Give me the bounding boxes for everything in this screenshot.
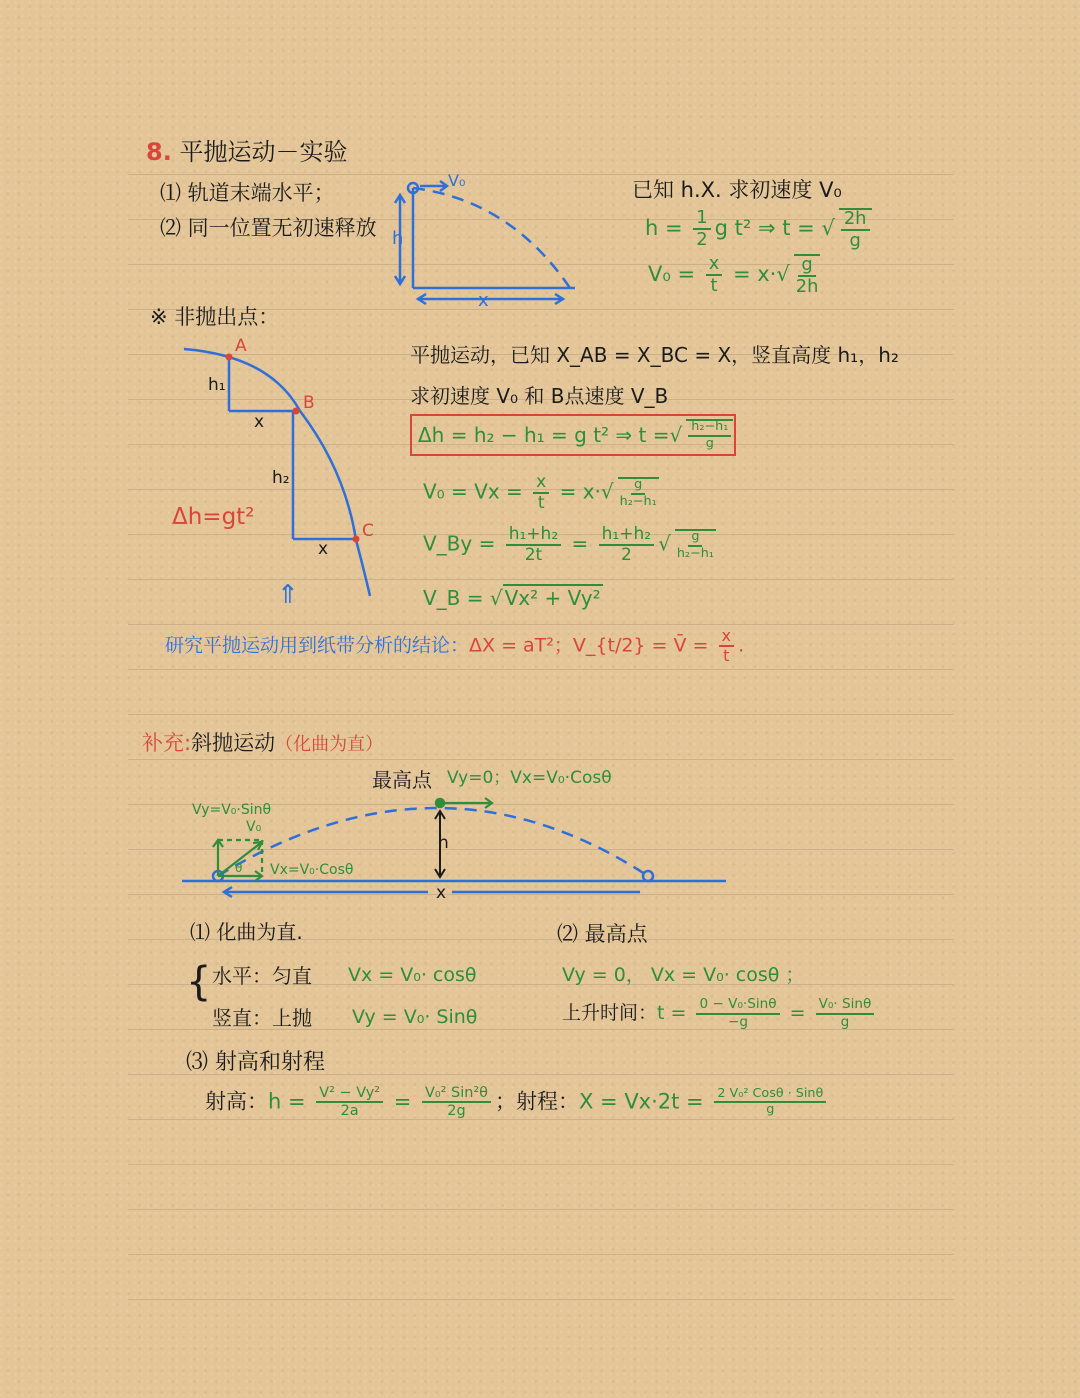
up-arrow-icon: ⇑ (277, 580, 299, 610)
equation-v0: V₀ = $\frac{x}{t}$ = x·√ $\frac{g}{2h}$ (648, 253, 819, 297)
range-height-eq: 射高：h = $\frac{\text{V² − Vy²}}{2a}$ = $\frac{\text{V₀² Sin²θ}}{2g}$ ；射程：X = Vx·2t = $\frac{\text{2 V₀² Cosθ · Sinθ}}{g}$ (205, 1086, 830, 1119)
h2-label: h₂ (272, 468, 290, 488)
fig3-top-label: 最高点 (372, 768, 432, 792)
known-1: 已知 h.X. 求初速度 V₀ (632, 178, 842, 202)
boxed-equation: Δh = h₂ − h₁ = g t² ⇒ t = √ $\frac{\text{h₂−h₁}}{g}$ (410, 414, 736, 456)
condition-1: ⑴ 轨道末端水平； (160, 181, 335, 205)
x1-label: x (254, 412, 265, 432)
point-c-label: C (362, 521, 374, 541)
point-a-label: A (235, 336, 247, 356)
horizontal-label: 水平：匀直 (212, 964, 312, 988)
fig1-v0-label: V₀ (448, 171, 466, 190)
equation-vx: V₀ = Vx = $\frac{x}{t}$ = x·√ $\frac{g}{\text{h₂−h₁}}$ (423, 472, 657, 513)
vertical-eq: Vy = V₀· Sinθ (352, 1006, 478, 1028)
conclusion-line: 研究平抛运动用到纸带分析的结论：ΔX = aT²；V_{t/2} = V̄ = $\frac{x}{t}$ . (165, 626, 745, 666)
rise-time-eq: 上升时间：t = $\frac{\text{0 − V₀·Sinθ}}{-g}$ = $\frac{\text{V₀· Sinθ}}{g}$ (562, 998, 878, 1029)
point-b-label: B (303, 393, 315, 413)
equation-vby: V_By = $\frac{\text{h₁+h₂}}{2t}$ = $\frac{\text{h₁+h₂}}{2}$ √ $\frac{g}{\text{h₂−h₁}}$ (423, 524, 714, 565)
known-2-line1: 平抛运动，已知 X_AB = X_BC = X，竖直高度 h₁，h₂ (410, 343, 899, 367)
fig3-vy-label: Vy=V₀·Sinθ (192, 802, 272, 818)
section-number: 8. (146, 138, 172, 166)
part3-title: ⑶ 射高和射程 (186, 1050, 325, 1075)
part1-title: ⑴ 化曲为直. (190, 920, 303, 944)
non-origin-heading: ※ 非抛出点： (150, 305, 280, 329)
equation-vb: V_B = √ Vx² + Vy² (423, 586, 601, 610)
fig3-vx-label: Vx=V₀·Cosθ (270, 862, 354, 878)
h1-label: h₁ (208, 375, 226, 395)
delta-h-formula: Δh=gt² (172, 504, 255, 530)
part2-title: ⑵ 最高点 (557, 922, 648, 946)
condition-2: ⑵ 同一位置无初速释放 (160, 216, 377, 240)
fig1-h-label: h (392, 228, 404, 249)
fig3-theta-label: θ (235, 861, 243, 875)
section-title-text: 平抛运动－实验 (179, 138, 348, 166)
vertical-label: 竖直：上抛 (212, 1006, 312, 1030)
fig3-x-label: x (436, 883, 447, 903)
fig3-h-label: h (438, 833, 449, 853)
fig1-x-label: x (478, 290, 489, 311)
top-point-eq: Vy = 0， Vx = V₀· cosθ ； (562, 964, 805, 986)
horizontal-eq: Vx = V₀· cosθ (348, 964, 477, 986)
brace-icon: { (186, 959, 212, 1005)
x2-label: x (318, 539, 329, 559)
fig3-v0-label: V₀ (246, 819, 262, 835)
supplement-heading: 补充:斜抛运动（化曲为直） (142, 731, 384, 755)
fig3-top-equation: Vy=0；Vx=V₀·Cosθ (447, 768, 612, 788)
equation-h: h = $\frac{1}{2}$ g t² ⇒ t = √ $\frac{2h}{g}$ (645, 208, 876, 250)
known-2-line2: 求初速度 V₀ 和 B点速度 V_B (410, 384, 669, 408)
